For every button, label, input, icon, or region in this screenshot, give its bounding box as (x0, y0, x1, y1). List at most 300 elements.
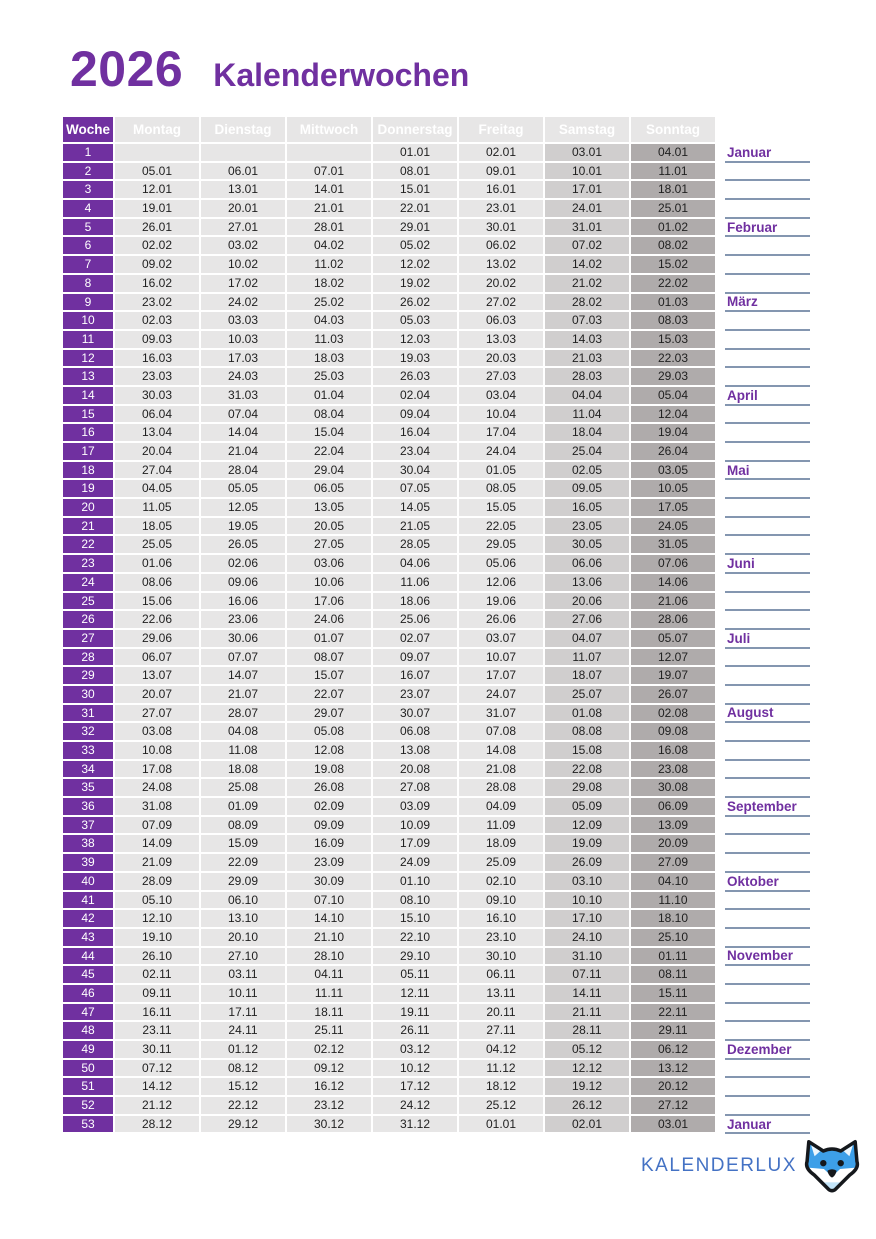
week-number-cell: 36 (63, 798, 113, 815)
date-cell-donnerstag: 02.04 (373, 387, 457, 404)
date-cell-mittwoch: 26.08 (287, 779, 371, 796)
date-cell-sonntag: 25.10 (631, 929, 715, 946)
date-cell-sonntag: 08.11 (631, 966, 715, 983)
logo-text: KALENDERLUX (641, 1154, 797, 1176)
date-cell-sonntag: 13.12 (631, 1060, 715, 1077)
date-cell-mittwoch: 04.03 (287, 312, 371, 329)
date-cell-mittwoch: 14.01 (287, 181, 371, 198)
date-cell-montag: 27.04 (115, 462, 199, 479)
date-cell-dienstag: 17.11 (201, 1004, 285, 1021)
date-cell-montag: 09.03 (115, 331, 199, 348)
date-cell-montag: 23.11 (115, 1022, 199, 1039)
date-cell-sonntag: 01.03 (631, 294, 715, 311)
date-cell-sonntag: 06.12 (631, 1041, 715, 1058)
week-number-cell: 41 (63, 892, 113, 909)
date-cell-freitag: 20.02 (459, 275, 543, 292)
date-cell-mittwoch: 29.04 (287, 462, 371, 479)
date-cell-sonntag: 20.09 (631, 835, 715, 852)
week-number-cell: 7 (63, 256, 113, 273)
date-cell-donnerstag: 20.08 (373, 761, 457, 778)
date-cell-montag: 05.01 (115, 163, 199, 180)
month-label (725, 443, 810, 462)
date-cell-mittwoch: 28.01 (287, 219, 371, 236)
date-cell-donnerstag: 17.09 (373, 835, 457, 852)
date-cell-samstag: 14.11 (545, 985, 629, 1002)
date-cell-dienstag: 28.04 (201, 462, 285, 479)
date-cell-montag: 09.02 (115, 256, 199, 273)
month-label (725, 1060, 810, 1079)
date-cell-samstag: 16.05 (545, 499, 629, 516)
week-number-cell: 28 (63, 649, 113, 666)
date-cell-donnerstag: 16.04 (373, 424, 457, 441)
date-cell-dienstag: 04.08 (201, 723, 285, 740)
week-row (63, 275, 810, 294)
date-cell-donnerstag: 09.07 (373, 649, 457, 666)
date-cell-donnerstag: 19.02 (373, 275, 457, 292)
week-number-cell: 16 (63, 424, 113, 441)
week-number-cell: 42 (63, 910, 113, 927)
date-cell-freitag: 03.04 (459, 387, 543, 404)
month-label (725, 910, 810, 929)
date-cell-freitag: 01.05 (459, 462, 543, 479)
date-cell-freitag: 27.02 (459, 294, 543, 311)
date-cell-samstag: 21.11 (545, 1004, 629, 1021)
date-cell-donnerstag: 07.05 (373, 480, 457, 497)
date-cell-samstag: 07.11 (545, 966, 629, 983)
date-cell-sonntag: 15.11 (631, 985, 715, 1002)
week-number-cell: 20 (63, 499, 113, 516)
week-row (63, 723, 810, 742)
date-cell-dienstag: 29.12 (201, 1116, 285, 1133)
date-cell-sonntag: 29.11 (631, 1022, 715, 1039)
date-cell-freitag: 25.12 (459, 1097, 543, 1114)
week-row (63, 406, 810, 425)
date-cell-samstag: 14.02 (545, 256, 629, 273)
date-cell-montag: 01.06 (115, 555, 199, 572)
date-cell-montag: 20.04 (115, 443, 199, 460)
date-cell-freitag: 18.09 (459, 835, 543, 852)
month-label (725, 275, 810, 294)
week-row (63, 1041, 810, 1060)
week-number-cell: 10 (63, 312, 113, 329)
date-cell-freitag: 27.03 (459, 368, 543, 385)
date-cell-montag: 30.11 (115, 1041, 199, 1058)
week-number-cell: 2 (63, 163, 113, 180)
date-cell-mittwoch: 18.11 (287, 1004, 371, 1021)
date-cell-montag: 04.05 (115, 480, 199, 497)
week-row (63, 312, 810, 331)
date-cell-dienstag: 11.08 (201, 742, 285, 759)
date-cell-freitag: 13.11 (459, 985, 543, 1002)
date-cell-donnerstag: 29.01 (373, 219, 457, 236)
week-row (63, 611, 810, 630)
date-cell-freitag: 24.04 (459, 443, 543, 460)
date-cell-dienstag: 26.05 (201, 536, 285, 553)
date-cell-dienstag: 20.01 (201, 200, 285, 217)
month-label (725, 350, 810, 369)
date-cell-samstag: 17.01 (545, 181, 629, 198)
date-cell-donnerstag: 12.11 (373, 985, 457, 1002)
date-cell-sonntag: 11.10 (631, 892, 715, 909)
month-label (725, 424, 810, 443)
date-cell-samstag: 28.11 (545, 1022, 629, 1039)
month-label: August (725, 705, 810, 724)
date-cell-mittwoch: 25.11 (287, 1022, 371, 1039)
week-number-cell: 44 (63, 948, 113, 965)
subtitle-heading: Kalenderwochen (213, 57, 470, 93)
date-cell-dienstag: 22.09 (201, 854, 285, 871)
date-cell-samstag: 29.08 (545, 779, 629, 796)
date-cell-dienstag: 22.12 (201, 1097, 285, 1114)
month-label: Oktober (725, 873, 810, 892)
date-cell-donnerstag: 30.04 (373, 462, 457, 479)
date-cell-samstag: 28.02 (545, 294, 629, 311)
week-number-cell: 25 (63, 593, 113, 610)
date-cell-sonntag: 28.06 (631, 611, 715, 628)
month-label (725, 761, 810, 780)
week-number-cell: 24 (63, 574, 113, 591)
date-cell-mittwoch: 10.06 (287, 574, 371, 591)
date-cell-donnerstag: 12.02 (373, 256, 457, 273)
date-cell-freitag: 29.05 (459, 536, 543, 553)
date-cell-sonntag: 03.05 (631, 462, 715, 479)
date-cell-montag: 17.08 (115, 761, 199, 778)
date-cell-dienstag: 24.11 (201, 1022, 285, 1039)
date-cell-samstag: 19.09 (545, 835, 629, 852)
date-cell-donnerstag: 01.01 (373, 144, 457, 161)
date-cell-dienstag: 08.09 (201, 817, 285, 834)
date-cell-mittwoch: 06.05 (287, 480, 371, 497)
date-cell-dienstag: 02.06 (201, 555, 285, 572)
date-cell-mittwoch: 11.11 (287, 985, 371, 1002)
week-row (63, 779, 810, 798)
date-cell-donnerstag: 06.08 (373, 723, 457, 740)
date-cell-mittwoch: 27.05 (287, 536, 371, 553)
date-cell-mittwoch: 15.04 (287, 424, 371, 441)
date-cell-sonntag: 12.07 (631, 649, 715, 666)
week-row (63, 910, 810, 929)
week-number-cell: 3 (63, 181, 113, 198)
date-cell-sonntag: 21.06 (631, 593, 715, 610)
header-dienstag: Dienstag (201, 117, 285, 142)
date-cell-montag: 10.08 (115, 742, 199, 759)
date-cell-montag: 21.12 (115, 1097, 199, 1114)
date-cell-samstag: 10.01 (545, 163, 629, 180)
week-number-cell: 46 (63, 985, 113, 1002)
week-number-cell: 14 (63, 387, 113, 404)
date-cell-montag: 27.07 (115, 705, 199, 722)
date-cell-donnerstag: 22.10 (373, 929, 457, 946)
date-cell-sonntag: 18.10 (631, 910, 715, 927)
date-cell-mittwoch: 02.09 (287, 798, 371, 815)
date-cell-montag: 25.05 (115, 536, 199, 553)
date-cell-mittwoch: 15.07 (287, 667, 371, 684)
date-cell-mittwoch: 30.12 (287, 1116, 371, 1133)
date-cell-dienstag: 14.04 (201, 424, 285, 441)
week-row (63, 387, 810, 406)
month-label (725, 985, 810, 1004)
month-label (725, 237, 810, 256)
date-cell-samstag: 13.06 (545, 574, 629, 591)
week-row (63, 835, 810, 854)
date-cell-freitag: 23.01 (459, 200, 543, 217)
date-cell-donnerstag: 26.11 (373, 1022, 457, 1039)
date-cell-samstag: 07.02 (545, 237, 629, 254)
date-cell-dienstag: 31.03 (201, 387, 285, 404)
date-cell-dienstag: 17.02 (201, 275, 285, 292)
date-cell-dienstag: 23.06 (201, 611, 285, 628)
week-number-cell: 52 (63, 1097, 113, 1114)
month-label (725, 1078, 810, 1097)
date-cell-sonntag: 15.03 (631, 331, 715, 348)
date-cell-dienstag: 08.12 (201, 1060, 285, 1077)
date-cell-mittwoch: 16.12 (287, 1078, 371, 1095)
date-cell-mittwoch: 11.03 (287, 331, 371, 348)
date-cell-freitag: 06.11 (459, 966, 543, 983)
date-cell-sonntag: 22.03 (631, 350, 715, 367)
month-label (725, 163, 810, 182)
date-cell-dienstag: 29.09 (201, 873, 285, 890)
date-cell-mittwoch: 09.12 (287, 1060, 371, 1077)
week-row (63, 966, 810, 985)
date-cell-donnerstag: 05.03 (373, 312, 457, 329)
date-cell-freitag: 21.08 (459, 761, 543, 778)
date-cell-montag: 26.01 (115, 219, 199, 236)
date-cell-freitag: 09.10 (459, 892, 543, 909)
date-cell-dienstag: 07.04 (201, 406, 285, 423)
date-cell-mittwoch: 22.07 (287, 686, 371, 703)
date-cell-mittwoch: 02.12 (287, 1041, 371, 1058)
month-label: März (725, 294, 810, 313)
header-sonntag: Sonntag (631, 117, 715, 142)
date-cell-donnerstag: 31.12 (373, 1116, 457, 1133)
date-cell-sonntag: 25.01 (631, 200, 715, 217)
date-cell-sonntag: 13.09 (631, 817, 715, 834)
date-cell-mittwoch: 25.02 (287, 294, 371, 311)
date-cell-mittwoch: 18.02 (287, 275, 371, 292)
date-cell-montag: 31.08 (115, 798, 199, 815)
date-cell-donnerstag: 15.01 (373, 181, 457, 198)
date-cell-donnerstag: 25.06 (373, 611, 457, 628)
date-cell-samstag: 18.04 (545, 424, 629, 441)
date-cell-montag: 08.06 (115, 574, 199, 591)
date-cell-montag: 19.10 (115, 929, 199, 946)
month-label (725, 312, 810, 331)
date-cell-donnerstag: 27.08 (373, 779, 457, 796)
date-cell-sonntag: 08.03 (631, 312, 715, 329)
date-cell-dienstag: 28.07 (201, 705, 285, 722)
date-cell-dienstag: 14.07 (201, 667, 285, 684)
date-cell-samstag: 07.03 (545, 312, 629, 329)
date-cell-sonntag: 06.09 (631, 798, 715, 815)
date-cell-sonntag: 11.01 (631, 163, 715, 180)
date-cell-donnerstag: 28.05 (373, 536, 457, 553)
date-cell-dienstag: 10.03 (201, 331, 285, 348)
date-cell-samstag: 24.01 (545, 200, 629, 217)
date-cell-sonntag: 05.07 (631, 630, 715, 647)
week-row (63, 742, 810, 761)
date-cell-montag: 24.08 (115, 779, 199, 796)
date-cell-dienstag: 06.01 (201, 163, 285, 180)
date-cell-donnerstag: 26.03 (373, 368, 457, 385)
date-cell-donnerstag: 17.12 (373, 1078, 457, 1095)
date-cell-donnerstag: 23.04 (373, 443, 457, 460)
month-label (725, 892, 810, 911)
week-row (63, 854, 810, 873)
week-row (63, 350, 810, 369)
date-cell-dienstag: 12.05 (201, 499, 285, 516)
date-cell-montag: 19.01 (115, 200, 199, 217)
week-number-cell: 47 (63, 1004, 113, 1021)
week-row (63, 536, 810, 555)
date-cell-donnerstag: 30.07 (373, 705, 457, 722)
month-label (725, 536, 810, 555)
date-cell-samstag: 20.06 (545, 593, 629, 610)
week-number-cell: 6 (63, 237, 113, 254)
date-cell-sonntag: 08.02 (631, 237, 715, 254)
month-label (725, 499, 810, 518)
week-number-cell: 30 (63, 686, 113, 703)
date-cell-freitag: 17.04 (459, 424, 543, 441)
date-cell-dienstag: 27.10 (201, 948, 285, 965)
date-cell-dienstag: 10.02 (201, 256, 285, 273)
month-label: Mai (725, 462, 810, 481)
date-cell-montag: 07.12 (115, 1060, 199, 1077)
date-cell-donnerstag: 08.10 (373, 892, 457, 909)
week-row (63, 929, 810, 948)
date-cell-mittwoch: 29.07 (287, 705, 371, 722)
date-cell-samstag: 03.10 (545, 873, 629, 890)
date-cell-mittwoch: 18.03 (287, 350, 371, 367)
date-cell-mittwoch: 12.08 (287, 742, 371, 759)
date-cell-montag: 21.09 (115, 854, 199, 871)
date-cell-montag: 16.02 (115, 275, 199, 292)
date-cell-mittwoch: 21.01 (287, 200, 371, 217)
week-number-cell: 50 (63, 1060, 113, 1077)
week-row (63, 499, 810, 518)
date-cell-sonntag: 19.07 (631, 667, 715, 684)
date-cell-freitag: 09.01 (459, 163, 543, 180)
date-cell-mittwoch: 30.09 (287, 873, 371, 890)
date-cell-freitag: 02.01 (459, 144, 543, 161)
week-row (63, 761, 810, 780)
week-number-cell: 15 (63, 406, 113, 423)
week-row (63, 237, 810, 256)
date-cell-dienstag: 01.12 (201, 1041, 285, 1058)
date-cell-freitag: 07.08 (459, 723, 543, 740)
kalenderlux-logo (641, 1138, 861, 1193)
month-label (725, 518, 810, 537)
date-cell-montag: 28.12 (115, 1116, 199, 1133)
month-label (725, 480, 810, 499)
week-number-cell: 9 (63, 294, 113, 311)
date-cell-samstag: 09.05 (545, 480, 629, 497)
date-cell-dienstag: 09.06 (201, 574, 285, 591)
date-cell-montag: 30.03 (115, 387, 199, 404)
date-cell-dienstag: 13.01 (201, 181, 285, 198)
month-label: Juni (725, 555, 810, 574)
date-cell-freitag: 06.03 (459, 312, 543, 329)
week-number-cell: 22 (63, 536, 113, 553)
week-number-cell: 49 (63, 1041, 113, 1058)
date-cell-samstag: 25.07 (545, 686, 629, 703)
header-donnerstag: Donnerstag (373, 117, 457, 142)
date-cell-freitag: 16.01 (459, 181, 543, 198)
date-cell-dienstag: 01.09 (201, 798, 285, 815)
week-number-cell: 40 (63, 873, 113, 890)
date-cell-samstag: 22.08 (545, 761, 629, 778)
month-label (725, 742, 810, 761)
date-cell-samstag: 30.05 (545, 536, 629, 553)
date-cell-montag: 02.03 (115, 312, 199, 329)
date-cell-freitag: 30.01 (459, 219, 543, 236)
week-number-cell: 53 (63, 1116, 113, 1133)
date-cell-dienstag: 15.12 (201, 1078, 285, 1095)
date-cell-sonntag: 12.04 (631, 406, 715, 423)
date-cell-montag: 06.07 (115, 649, 199, 666)
month-label: Dezember (725, 1041, 810, 1060)
date-cell-dienstag: 20.10 (201, 929, 285, 946)
week-number-cell: 12 (63, 350, 113, 367)
date-cell-dienstag: 06.10 (201, 892, 285, 909)
date-cell-dienstag: 03.02 (201, 237, 285, 254)
date-cell-donnerstag: 19.03 (373, 350, 457, 367)
date-cell-freitag: 24.07 (459, 686, 543, 703)
date-cell-samstag: 05.09 (545, 798, 629, 815)
week-number-cell: 45 (63, 966, 113, 983)
date-cell-sonntag: 26.07 (631, 686, 715, 703)
date-cell-freitag: 14.08 (459, 742, 543, 759)
date-cell-sonntag: 10.05 (631, 480, 715, 497)
date-cell-montag: 03.08 (115, 723, 199, 740)
date-cell-montag: 05.10 (115, 892, 199, 909)
date-cell-samstag: 04.04 (545, 387, 629, 404)
header-montag: Montag (115, 117, 199, 142)
date-cell-sonntag: 31.05 (631, 536, 715, 553)
date-cell-mittwoch: 19.08 (287, 761, 371, 778)
header-samstag: Samstag (545, 117, 629, 142)
date-cell-freitag: 03.07 (459, 630, 543, 647)
week-number-cell: 33 (63, 742, 113, 759)
date-cell-freitag: 20.03 (459, 350, 543, 367)
week-number-cell: 21 (63, 518, 113, 535)
date-cell-donnerstag: 24.09 (373, 854, 457, 871)
date-cell-mittwoch: 23.12 (287, 1097, 371, 1114)
date-cell-montag: 20.07 (115, 686, 199, 703)
date-cell-montag: 07.09 (115, 817, 199, 834)
date-cell-samstag: 02.05 (545, 462, 629, 479)
date-cell-freitag: 19.06 (459, 593, 543, 610)
date-cell-mittwoch: 17.06 (287, 593, 371, 610)
date-cell-dienstag (201, 144, 285, 161)
date-cell-freitag: 11.12 (459, 1060, 543, 1077)
week-row (63, 163, 810, 182)
month-label: Januar (725, 144, 810, 163)
date-cell-sonntag: 20.12 (631, 1078, 715, 1095)
week-number-cell: 34 (63, 761, 113, 778)
date-cell-montag: 16.11 (115, 1004, 199, 1021)
date-cell-samstag: 01.08 (545, 705, 629, 722)
date-cell-samstag: 08.08 (545, 723, 629, 740)
date-cell-sonntag: 30.08 (631, 779, 715, 796)
date-cell-mittwoch: 21.10 (287, 929, 371, 946)
week-number-cell: 35 (63, 779, 113, 796)
date-cell-sonntag: 27.12 (631, 1097, 715, 1114)
date-cell-donnerstag: 05.11 (373, 966, 457, 983)
date-cell-donnerstag: 21.05 (373, 518, 457, 535)
date-cell-mittwoch: 05.08 (287, 723, 371, 740)
date-cell-freitag: 13.02 (459, 256, 543, 273)
